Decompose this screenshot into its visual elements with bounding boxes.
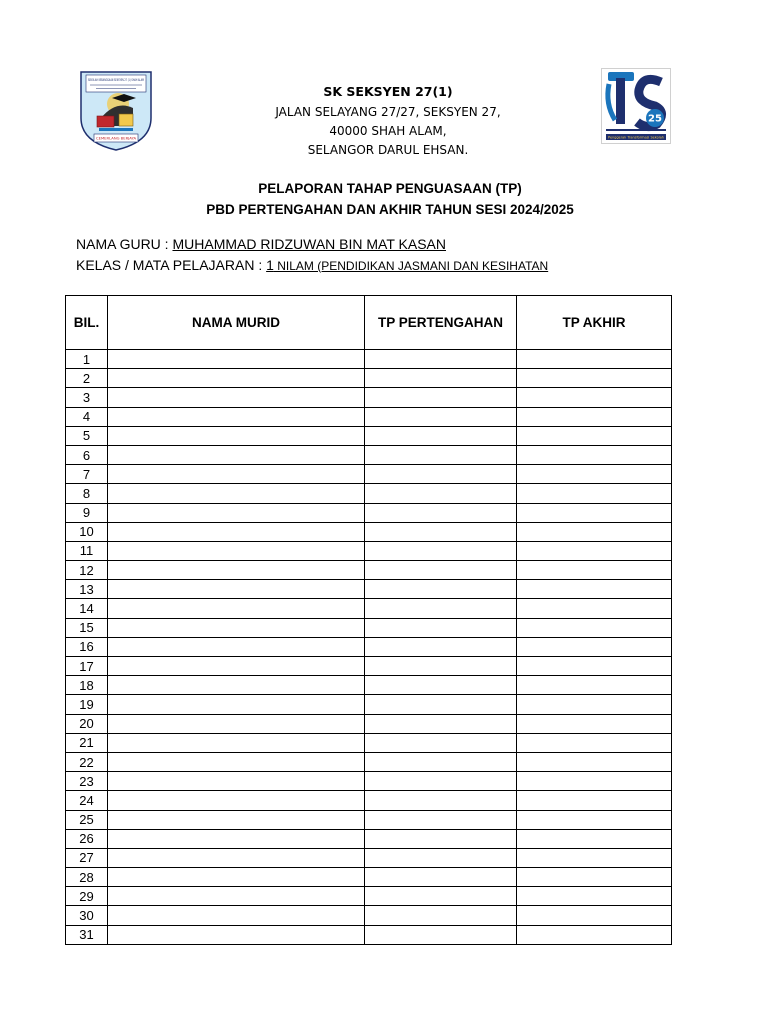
tp-akhir-cell[interactable] [517, 868, 672, 887]
table-row [66, 752, 672, 771]
tp-pertengahan-cell[interactable] [365, 580, 517, 599]
tp-akhir-cell[interactable] [517, 561, 672, 580]
student-name-cell[interactable] [108, 752, 365, 771]
tp-pertengahan-cell[interactable] [365, 618, 517, 637]
ts25-number-text: 25 [648, 113, 662, 125]
table-row [66, 829, 672, 848]
teacher-info [76, 236, 446, 252]
report-title: PELAPORAN TAHAP PENGUASAAN (TP) [258, 181, 522, 196]
tp-pertengahan-cell[interactable] [365, 714, 517, 733]
student-name-cell[interactable] [108, 369, 365, 388]
tp-akhir-cell[interactable] [517, 752, 672, 771]
tp-akhir-cell[interactable] [517, 445, 672, 464]
student-name-cell[interactable] [108, 445, 365, 464]
student-tp-table [65, 295, 672, 945]
row-number-cell: 21 [66, 733, 108, 752]
tp-akhir-cell[interactable] [517, 848, 672, 867]
student-name-cell[interactable] [108, 848, 365, 867]
tp-pertengahan-cell[interactable] [365, 733, 517, 752]
student-name-cell[interactable] [108, 810, 365, 829]
tp-pertengahan-cell[interactable] [365, 695, 517, 714]
tp-akhir-cell[interactable] [517, 714, 672, 733]
table-row [66, 388, 672, 407]
row-number-cell: 4 [66, 407, 108, 426]
row-number-cell: 6 [66, 445, 108, 464]
table-body [66, 350, 672, 945]
tp-pertengahan-cell[interactable] [365, 388, 517, 407]
subject-value: NILAM (PENDIDIKAN JASMANI DAN KESIHATAN [273, 259, 549, 273]
tp-akhir-cell[interactable] [517, 484, 672, 503]
table-row [66, 522, 672, 541]
tp-pertengahan-cell[interactable] [365, 676, 517, 695]
table-row [66, 637, 672, 656]
teacher-name: MUHAMMAD RIDZUWAN BIN MAT KASAN [172, 236, 446, 252]
row-number-cell: 27 [66, 848, 108, 867]
school-name: SK SEKSYEN 27(1) [323, 84, 453, 99]
header-tp-pertengahan: TP PERTENGAHAN [365, 296, 517, 350]
address-line-2: 40000 SHAH ALAM, [329, 124, 447, 138]
table-row [66, 772, 672, 791]
tp-pertengahan-cell[interactable] [365, 829, 517, 848]
tp-pertengahan-cell[interactable] [365, 484, 517, 503]
school-crest-logo [78, 68, 154, 152]
table-row [66, 676, 672, 695]
row-number-cell: 1 [66, 350, 108, 369]
class-subject-info [76, 257, 548, 273]
student-name-cell[interactable] [108, 637, 365, 656]
tp-akhir-cell[interactable] [517, 426, 672, 445]
tp-akhir-cell[interactable] [517, 503, 672, 522]
class-subject-label: KELAS / MATA PELAJARAN : [76, 257, 267, 273]
tp-akhir-cell[interactable] [517, 772, 672, 791]
row-number-cell: 12 [66, 561, 108, 580]
tp-pertengahan-cell[interactable] [365, 426, 517, 445]
table-row [66, 791, 672, 810]
tp-akhir-cell[interactable] [517, 541, 672, 560]
student-name-cell[interactable] [108, 829, 365, 848]
student-name-cell[interactable] [108, 407, 365, 426]
table-row [66, 657, 672, 676]
tp-pertengahan-cell[interactable] [365, 541, 517, 560]
tp-pertengahan-cell[interactable] [365, 752, 517, 771]
tp-akhir-cell[interactable] [517, 695, 672, 714]
row-number-cell: 15 [66, 618, 108, 637]
student-name-cell[interactable] [108, 426, 365, 445]
table-row [66, 445, 672, 464]
tp-akhir-cell[interactable] [517, 618, 672, 637]
row-number-cell: 24 [66, 791, 108, 810]
row-number-cell: 20 [66, 714, 108, 733]
tp-pertengahan-cell[interactable] [365, 503, 517, 522]
student-name-cell[interactable] [108, 714, 365, 733]
tp-akhir-cell[interactable] [517, 810, 672, 829]
row-number-cell: 23 [66, 772, 108, 791]
row-number-cell: 5 [66, 426, 108, 445]
table-row [66, 925, 672, 944]
tp-pertengahan-cell[interactable] [365, 369, 517, 388]
tp-pertengahan-cell[interactable] [365, 465, 517, 484]
student-name-cell[interactable] [108, 503, 365, 522]
student-name-cell[interactable] [108, 561, 365, 580]
tp-pertengahan-cell[interactable] [365, 599, 517, 618]
table-row [66, 599, 672, 618]
row-number-cell: 19 [66, 695, 108, 714]
student-name-cell[interactable] [108, 657, 365, 676]
row-number-cell: 26 [66, 829, 108, 848]
table-header-row [66, 296, 672, 350]
student-name-cell[interactable] [108, 465, 365, 484]
student-name-cell[interactable] [108, 925, 365, 944]
tp-pertengahan-cell[interactable] [365, 445, 517, 464]
row-number-cell: 28 [66, 868, 108, 887]
row-number-cell: 3 [66, 388, 108, 407]
row-number-cell: 11 [66, 541, 108, 560]
table-row [66, 695, 672, 714]
crest-motto-text: CEMERLANG BERJAYA [96, 136, 137, 141]
row-number-cell: 25 [66, 810, 108, 829]
student-name-cell[interactable] [108, 791, 365, 810]
table-row [66, 350, 672, 369]
tp-akhir-cell[interactable] [517, 369, 672, 388]
tp-pertengahan-cell[interactable] [365, 350, 517, 369]
class-value: 1 [266, 257, 274, 273]
header-nama-murid: NAMA MURID [108, 296, 365, 350]
tp-pertengahan-cell[interactable] [365, 522, 517, 541]
tp-pertengahan-cell[interactable] [365, 925, 517, 944]
tp-pertengahan-cell[interactable] [365, 772, 517, 791]
row-number-cell: 7 [66, 465, 108, 484]
tp-pertengahan-cell[interactable] [365, 887, 517, 906]
student-name-cell[interactable] [108, 522, 365, 541]
table-row [66, 580, 672, 599]
tp-akhir-cell[interactable] [517, 657, 672, 676]
student-name-cell[interactable] [108, 541, 365, 560]
student-name-cell[interactable] [108, 772, 365, 791]
tp-pertengahan-cell[interactable] [365, 637, 517, 656]
tp-akhir-cell[interactable] [517, 388, 672, 407]
row-number-cell: 9 [66, 503, 108, 522]
ts25-caption-text: Penggerak Transformasi Sekolah [608, 135, 664, 140]
ts25-logo [601, 68, 671, 144]
row-number-cell: 17 [66, 657, 108, 676]
row-number-cell: 31 [66, 925, 108, 944]
tp-pertengahan-cell[interactable] [365, 868, 517, 887]
tp-akhir-cell[interactable] [517, 676, 672, 695]
table-row [66, 733, 672, 752]
table-row [66, 887, 672, 906]
student-name-cell[interactable] [108, 388, 365, 407]
row-number-cell: 18 [66, 676, 108, 695]
table-row [66, 618, 672, 637]
tp-akhir-cell[interactable] [517, 599, 672, 618]
crest-top-text: SEKOLAH KEBANGSAAN SEKSYEN 27 (1) SHAH ALAM [88, 78, 144, 82]
student-name-cell[interactable] [108, 484, 365, 503]
table-row [66, 810, 672, 829]
tp-akhir-cell[interactable] [517, 637, 672, 656]
teacher-label: NAMA GURU : [76, 236, 173, 252]
row-number-cell: 22 [66, 752, 108, 771]
student-name-cell[interactable] [108, 599, 365, 618]
table-row [66, 906, 672, 925]
table-row [66, 369, 672, 388]
tp-akhir-cell[interactable] [517, 906, 672, 925]
student-name-cell[interactable] [108, 695, 365, 714]
tp-pertengahan-cell[interactable] [365, 810, 517, 829]
table-row [66, 407, 672, 426]
table-row [66, 714, 672, 733]
student-name-cell[interactable] [108, 676, 365, 695]
student-name-cell[interactable] [108, 580, 365, 599]
address-line-3: SELANGOR DARUL EHSAN. [307, 143, 469, 157]
row-number-cell: 29 [66, 887, 108, 906]
report-subtitle: PBD PERTENGAHAN DAN AKHIR TAHUN SESI 2024/2025 [206, 202, 574, 217]
tp-pertengahan-cell[interactable] [365, 407, 517, 426]
tp-akhir-cell[interactable] [517, 407, 672, 426]
table-row [66, 561, 672, 580]
tp-akhir-cell[interactable] [517, 522, 672, 541]
student-name-cell[interactable] [108, 733, 365, 752]
ts25-logo-icon [601, 68, 671, 144]
table-row [66, 484, 672, 503]
tp-pertengahan-cell[interactable] [365, 561, 517, 580]
tp-pertengahan-cell[interactable] [365, 848, 517, 867]
address-line-1: JALAN SELAYANG 27/27, SEKSYEN 27, [275, 105, 501, 119]
table-row [66, 503, 672, 522]
tp-akhir-cell[interactable] [517, 580, 672, 599]
row-number-cell: 2 [66, 369, 108, 388]
tp-akhir-cell[interactable] [517, 829, 672, 848]
table-row [66, 465, 672, 484]
tp-pertengahan-cell[interactable] [365, 791, 517, 810]
tp-akhir-cell[interactable] [517, 791, 672, 810]
row-number-cell: 10 [66, 522, 108, 541]
student-name-cell[interactable] [108, 868, 365, 887]
row-number-cell: 8 [66, 484, 108, 503]
school-crest-icon [78, 68, 154, 152]
header-bil: BIL. [66, 296, 108, 350]
row-number-cell: 30 [66, 906, 108, 925]
tp-pertengahan-cell[interactable] [365, 657, 517, 676]
header-tp-akhir: TP AKHIR [517, 296, 672, 350]
table-row [66, 541, 672, 560]
student-name-cell[interactable] [108, 906, 365, 925]
tp-pertengahan-cell[interactable] [365, 906, 517, 925]
tp-akhir-cell[interactable] [517, 350, 672, 369]
row-number-cell: 16 [66, 637, 108, 656]
table-row [66, 848, 672, 867]
tp-akhir-cell[interactable] [517, 925, 672, 944]
student-name-cell[interactable] [108, 618, 365, 637]
row-number-cell: 13 [66, 580, 108, 599]
tp-akhir-cell[interactable] [517, 887, 672, 906]
tp-akhir-cell[interactable] [517, 465, 672, 484]
tp-akhir-cell[interactable] [517, 733, 672, 752]
student-name-cell[interactable] [108, 350, 365, 369]
table-row [66, 868, 672, 887]
student-name-cell[interactable] [108, 887, 365, 906]
table-row [66, 426, 672, 445]
row-number-cell: 14 [66, 599, 108, 618]
